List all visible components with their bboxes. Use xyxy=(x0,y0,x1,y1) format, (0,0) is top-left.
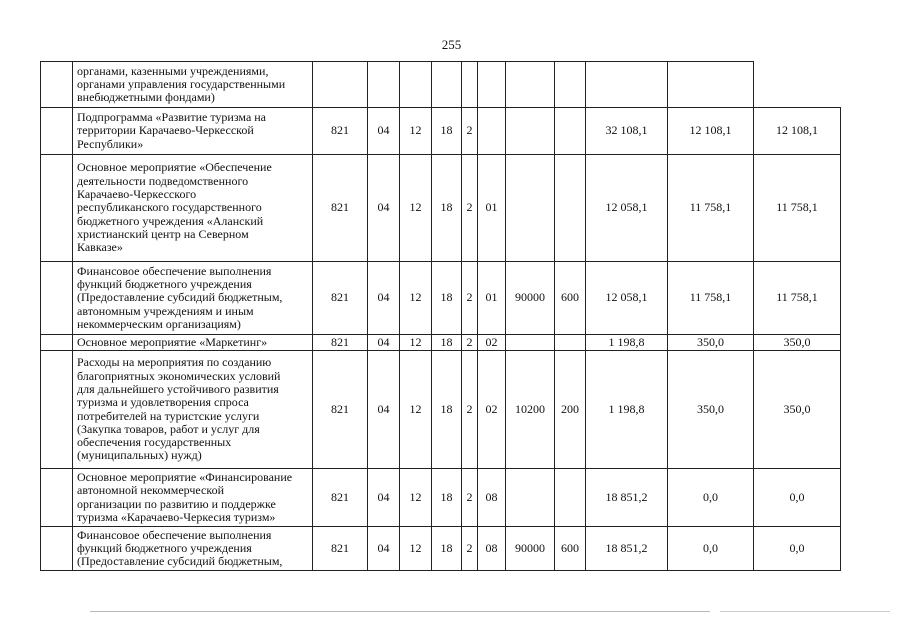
description-line: христианский центр на Северном xyxy=(77,226,249,241)
subsection-cell: 12 xyxy=(400,262,432,335)
amount-year-2-cell: 12 108,1 xyxy=(668,108,754,155)
amount-year-3-cell: 12 108,1 xyxy=(754,108,841,155)
description-line: Подпрограмма «Развитие туризма на xyxy=(77,110,267,125)
subsection-cell: 12 xyxy=(400,351,432,469)
amount-year-1-cell: 12 058,1 xyxy=(586,262,668,335)
direction-cell xyxy=(506,469,555,527)
amount-year-1-cell: 18 851,2 xyxy=(586,527,668,571)
description-line: благоприятных экономических условий xyxy=(77,368,281,383)
subprogram-cell: 2 xyxy=(462,108,478,155)
description-cell xyxy=(73,62,313,108)
direction-cell xyxy=(506,155,555,262)
subprogram-cell: 2 xyxy=(462,335,478,351)
description-line: автономным учреждениям и иным xyxy=(77,303,254,318)
gov-code-cell: 821 xyxy=(313,262,368,335)
description-line: туризма «Карачаево-Черкесия туризм» xyxy=(77,509,276,524)
subprogram-cell xyxy=(462,62,478,108)
subsection-cell: 12 xyxy=(400,527,432,571)
amount-year-1-cell: 18 851,2 xyxy=(586,469,668,527)
program-cell: 18 xyxy=(432,155,462,262)
budget-table-body xyxy=(41,62,841,571)
description-line: автономной некоммерческой xyxy=(77,483,224,498)
description-line: Основное мероприятие «Маркетинг» xyxy=(77,334,268,349)
event-cell: 01 xyxy=(478,155,506,262)
row-number-cell xyxy=(41,262,73,335)
program-cell: 18 xyxy=(432,335,462,351)
direction-cell xyxy=(506,62,555,108)
section-cell: 04 xyxy=(368,469,400,527)
expense-type-cell xyxy=(555,108,586,155)
gov-code-cell: 821 xyxy=(313,351,368,469)
description-line: (Предоставление субсидий бюджетным, xyxy=(77,554,283,569)
direction-cell: 90000 xyxy=(506,262,555,335)
amount-year-3-cell: 0,0 xyxy=(754,469,841,527)
subprogram-cell: 2 xyxy=(462,351,478,469)
direction-cell xyxy=(506,108,555,155)
description-cell xyxy=(73,335,313,351)
subsection-cell: 12 xyxy=(400,108,432,155)
description-line: республиканского государственного xyxy=(77,200,262,215)
row-number-cell xyxy=(41,335,73,351)
table-row xyxy=(41,469,841,527)
description-line: Финансовое обеспечение выполнения xyxy=(77,527,272,542)
gov-code-cell: 821 xyxy=(313,108,368,155)
program-cell xyxy=(432,62,462,108)
description-line: Основное мероприятие «Финансирование xyxy=(77,469,293,484)
description-cell xyxy=(73,351,313,469)
description-line: бюджетного учреждения «Аланский xyxy=(77,213,264,228)
description-line: Карачаево-Черкесского xyxy=(77,187,197,202)
subprogram-cell: 2 xyxy=(462,469,478,527)
amount-year-2-cell: 0,0 xyxy=(668,527,754,571)
subsection-cell: 12 xyxy=(400,469,432,527)
subsection-cell: 12 xyxy=(400,335,432,351)
row-number-cell xyxy=(41,351,73,469)
gov-code-cell xyxy=(313,62,368,108)
subprogram-cell: 2 xyxy=(462,155,478,262)
table-row xyxy=(41,62,841,108)
table-row xyxy=(41,527,841,571)
expense-type-cell xyxy=(555,469,586,527)
description-line: функций бюджетного учреждения xyxy=(77,540,252,555)
description-line: Основное мероприятие «Обеспечение xyxy=(77,160,272,175)
amount-year-3-cell: 11 758,1 xyxy=(754,262,841,335)
section-cell: 04 xyxy=(368,155,400,262)
event-cell: 01 xyxy=(478,262,506,335)
description-cell xyxy=(73,108,313,155)
budget-table xyxy=(40,61,841,571)
description-line: (муниципальных) нужд) xyxy=(77,448,202,463)
event-cell: 08 xyxy=(478,527,506,571)
amount-year-3-cell: 350,0 xyxy=(754,351,841,469)
section-cell: 04 xyxy=(368,335,400,351)
scan-artifact-line xyxy=(720,611,890,612)
amount-year-3-cell: 0,0 xyxy=(754,527,841,571)
expense-type-cell: 200 xyxy=(555,351,586,469)
description-line: (Закупка товаров, работ и услуг для xyxy=(77,421,260,436)
amount-year-2-cell: 0,0 xyxy=(668,469,754,527)
description-line: туризма и удовлетворения спроса xyxy=(77,395,249,410)
description-line: внебюджетными фондами) xyxy=(77,90,215,105)
event-cell: 02 xyxy=(478,351,506,469)
table-row xyxy=(41,351,841,469)
expense-type-cell xyxy=(555,155,586,262)
row-number-cell xyxy=(41,527,73,571)
table-row xyxy=(41,155,841,262)
description-line: органами управления государственными xyxy=(77,76,286,91)
description-cell xyxy=(73,155,313,262)
row-number-cell xyxy=(41,108,73,155)
amount-year-1-cell: 1 198,8 xyxy=(586,351,668,469)
table-row xyxy=(41,108,841,155)
subsection-cell xyxy=(400,62,432,108)
event-cell xyxy=(478,62,506,108)
expense-type-cell: 600 xyxy=(555,527,586,571)
amount-year-3-cell: 350,0 xyxy=(754,335,841,351)
description-cell xyxy=(73,469,313,527)
table-row xyxy=(41,335,841,351)
amount-year-2-cell: 11 758,1 xyxy=(668,262,754,335)
event-cell: 08 xyxy=(478,469,506,527)
amount-year-2-cell xyxy=(668,62,754,108)
description-line: (Предоставление субсидий бюджетным, xyxy=(77,290,283,305)
description-line: некоммерческим организациям) xyxy=(77,316,241,331)
expense-type-cell xyxy=(555,335,586,351)
program-cell: 18 xyxy=(432,108,462,155)
gov-code-cell: 821 xyxy=(313,469,368,527)
section-cell: 04 xyxy=(368,351,400,469)
row-number-cell xyxy=(41,469,73,527)
amount-year-1-cell xyxy=(586,62,668,108)
program-cell: 18 xyxy=(432,351,462,469)
amount-year-2-cell: 350,0 xyxy=(668,351,754,469)
section-cell: 04 xyxy=(368,262,400,335)
direction-cell xyxy=(506,335,555,351)
page-number: 255 xyxy=(441,37,462,52)
direction-cell: 90000 xyxy=(506,527,555,571)
description-line: территории Карачаево-Черкесской xyxy=(77,123,254,138)
amount-year-3-cell: 11 758,1 xyxy=(754,155,841,262)
gov-code-cell: 821 xyxy=(313,155,368,262)
description-line: органами, казенными учреждениями, xyxy=(77,63,269,78)
expense-type-cell: 600 xyxy=(555,262,586,335)
program-cell: 18 xyxy=(432,262,462,335)
description-line: Республики» xyxy=(77,136,144,151)
description-line: потребителей на туристские услуги xyxy=(77,408,260,423)
description-line: деятельности подведомственного xyxy=(77,173,249,188)
event-cell: 02 xyxy=(478,335,506,351)
amount-year-1-cell: 1 198,8 xyxy=(586,335,668,351)
description-cell xyxy=(73,262,313,335)
section-cell xyxy=(368,62,400,108)
subsection-cell: 12 xyxy=(400,155,432,262)
table-row xyxy=(41,262,841,335)
description-line: функций бюджетного учреждения xyxy=(77,277,252,292)
gov-code-cell: 821 xyxy=(313,335,368,351)
program-cell: 18 xyxy=(432,527,462,571)
row-number-cell xyxy=(41,62,73,108)
amount-year-1-cell: 32 108,1 xyxy=(586,108,668,155)
amount-year-2-cell: 350,0 xyxy=(668,335,754,351)
scan-artifact-line xyxy=(90,611,710,612)
section-cell: 04 xyxy=(368,527,400,571)
direction-cell: 10200 xyxy=(506,351,555,469)
row-number-cell xyxy=(41,155,73,262)
subprogram-cell: 2 xyxy=(462,527,478,571)
description-cell xyxy=(73,527,313,571)
description-line: Расходы на мероприятия по созданию xyxy=(77,355,272,370)
amount-year-1-cell: 12 058,1 xyxy=(586,155,668,262)
subprogram-cell: 2 xyxy=(462,262,478,335)
description-line: Финансовое обеспечение выполнения xyxy=(77,263,272,278)
description-line: для дальнейшего устойчивого развития xyxy=(77,381,279,396)
event-cell xyxy=(478,108,506,155)
description-line: организации по развитию и поддержке xyxy=(77,496,276,511)
section-cell: 04 xyxy=(368,108,400,155)
expense-type-cell xyxy=(555,62,586,108)
description-line: обеспечения государственных xyxy=(77,435,232,450)
amount-year-2-cell: 11 758,1 xyxy=(668,155,754,262)
program-cell: 18 xyxy=(432,469,462,527)
description-line: Кавказе» xyxy=(77,240,123,255)
gov-code-cell: 821 xyxy=(313,527,368,571)
